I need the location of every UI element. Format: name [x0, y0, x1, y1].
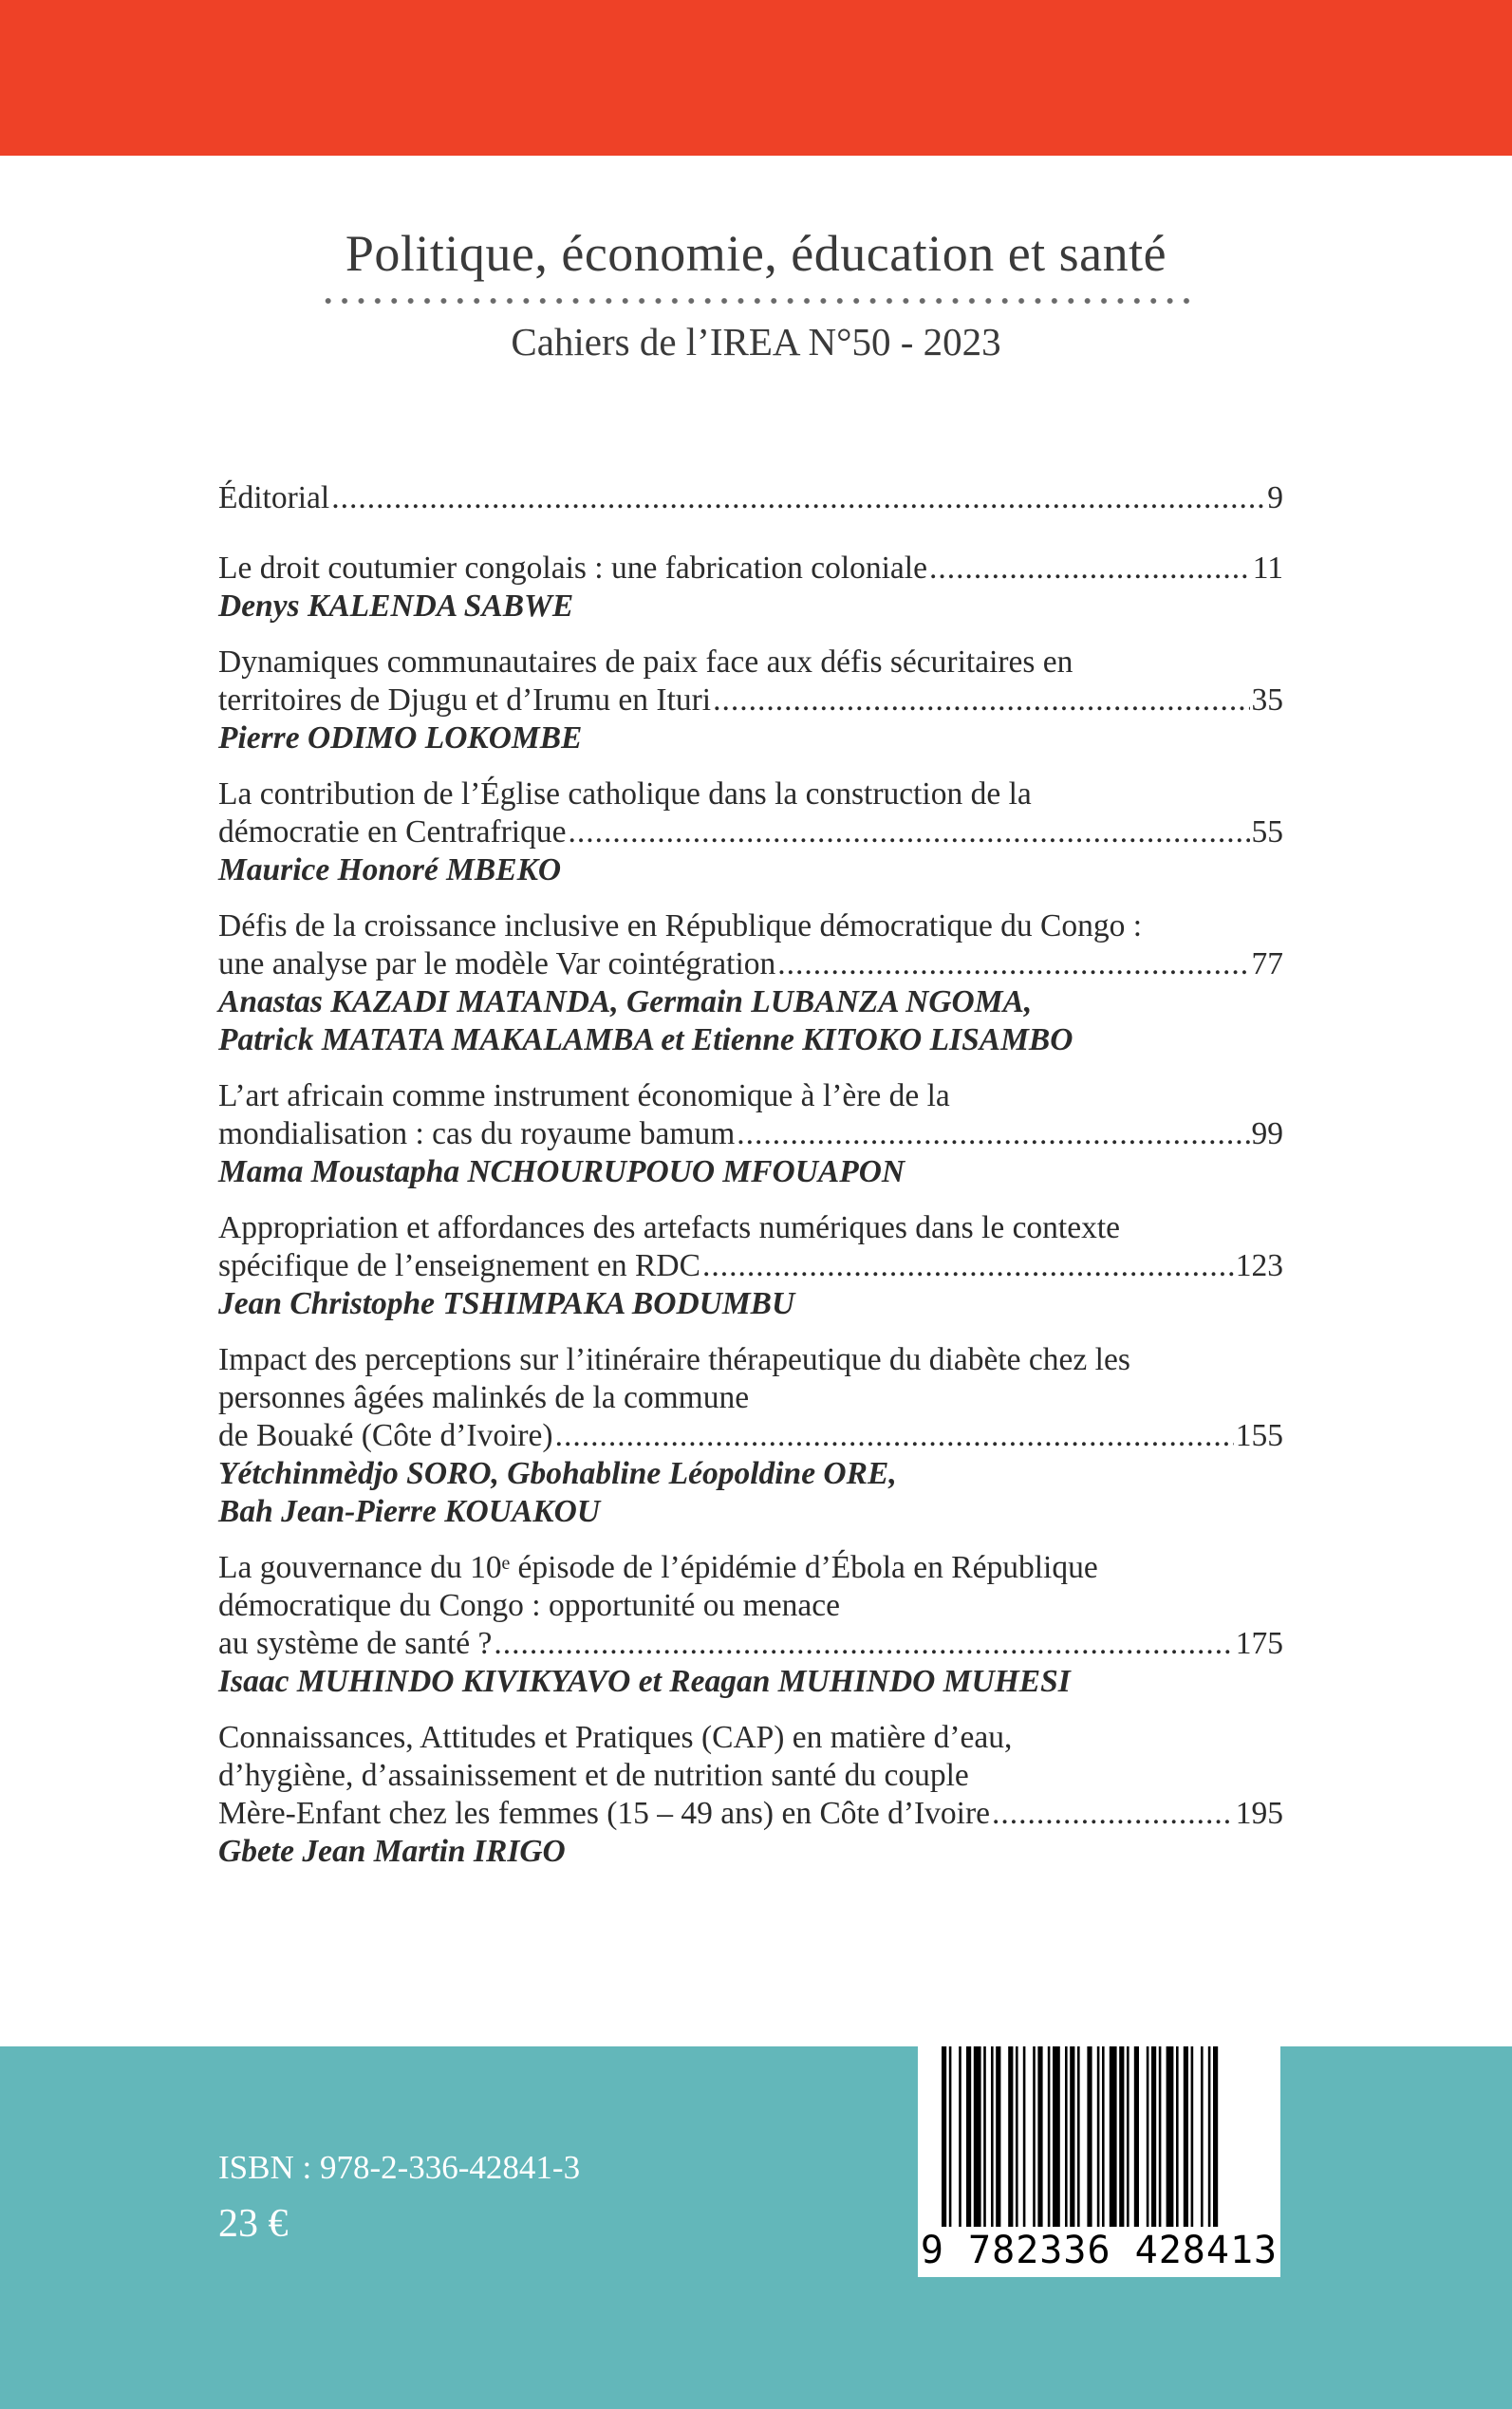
toc-entry [218, 1719, 1283, 1871]
toc-title-line: d’hygiène, d’assainissement et de nutrition santé du couple [218, 1758, 969, 1793]
toc-title-line [218, 813, 1283, 851]
barcode-bar [1097, 2046, 1100, 2227]
barcode-bar [1087, 2046, 1092, 2227]
toc-title-line [218, 682, 1283, 719]
barcode-bar [949, 2046, 952, 2227]
barcode-bar [1033, 2046, 1036, 2227]
price: 23 € [218, 2202, 289, 2246]
table-of-contents [218, 479, 1283, 1889]
toc-title-line [218, 1417, 1283, 1455]
barcode-bar [1053, 2046, 1060, 2227]
barcode-bars [942, 2046, 1257, 2227]
barcode [918, 2046, 1280, 2277]
toc-title-line: Impact des perceptions sur l’itinéraire thérapeutique du diabète chez les [218, 1342, 1130, 1377]
toc-title-text: démocratie en Centrafrique [218, 814, 567, 850]
dot-leader [713, 682, 1249, 719]
barcode-bar [974, 2046, 981, 2227]
toc-entry [218, 550, 1283, 626]
toc-author: Bah Jean-Pierre KOUAKOU [218, 1494, 601, 1529]
toc-entry [218, 1549, 1283, 1701]
barcode-bar [1147, 2046, 1149, 2227]
barcode-bar [1065, 2046, 1068, 2227]
toc-title-line [218, 1795, 1283, 1833]
toc-author: Isaac MUHINDO KIVIKYAVO et Reagan MUHINDO MUHESI [218, 1664, 1071, 1699]
barcode-bar [1023, 2046, 1026, 2227]
toc-page-number: 123 [1235, 1248, 1283, 1283]
toc-author: Gbete Jean Martin IRIGO [218, 1834, 566, 1869]
toc-title-text: spécifique de l’enseignement en RDC [218, 1248, 700, 1283]
book-subtitle: Cahiers de l’IREA N°50 - 2023 [511, 320, 1001, 364]
dot-leader [992, 1795, 1234, 1833]
toc-entry [218, 644, 1283, 757]
toc-entry [218, 1077, 1283, 1191]
toc-title-line: personnes âgées malinkés de la commune [218, 1380, 750, 1415]
barcode-bar [1008, 2046, 1013, 2227]
barcode-bar [1184, 2046, 1188, 2227]
toc-page-number: 175 [1235, 1626, 1283, 1661]
barcode-bar [1070, 2046, 1074, 2227]
book-title: Politique, économie, éducation et santé [345, 225, 1167, 282]
dot-leader [568, 813, 1249, 851]
toc-title-text: au système de santé ? [218, 1626, 493, 1661]
barcode-bar [983, 2046, 986, 2227]
toc-title-line [218, 1625, 1283, 1663]
barcode-bar [1208, 2046, 1211, 2227]
barcode-bar [1176, 2046, 1179, 2227]
top-color-band [0, 0, 1512, 156]
barcode-bar [1201, 2046, 1204, 2227]
dot-leader [331, 479, 1265, 517]
toc-author: Jean Christophe TSHIMPAKA BODUMBU [218, 1286, 795, 1321]
dot-leader [737, 1115, 1249, 1153]
barcode-bar [1134, 2046, 1139, 2227]
dotted-divider [320, 296, 1193, 306]
toc-title-line: Appropriation et affordances des artefacts numériques dans le contexte [218, 1210, 1121, 1245]
toc-entry [218, 907, 1283, 1059]
toc-title-line [218, 479, 1283, 517]
barcode-bar [1048, 2046, 1051, 2227]
toc-title-line [218, 1247, 1283, 1285]
barcode-digits: 9 782336 428413 [920, 2229, 1279, 2272]
barcode-bar [942, 2046, 946, 2227]
toc-title-line [218, 550, 1283, 588]
toc-page-number: 99 [1251, 1116, 1283, 1151]
barcode-bar [1037, 2046, 1042, 2227]
barcode-bar [1102, 2046, 1105, 2227]
toc-page-number: 55 [1251, 814, 1283, 850]
toc-title-text: une analyse par le modèle Var cointégration [218, 946, 776, 981]
barcode-bar [1213, 2046, 1218, 2227]
toc-title-text: de Bouaké (Côte d’Ivoire) [218, 1418, 553, 1453]
toc-page-number: 11 [1252, 551, 1283, 586]
header [0, 224, 1512, 364]
toc-title-text: mondialisation : cas du royaume bamum [218, 1116, 736, 1151]
barcode-bar [1191, 2046, 1194, 2227]
dot-leader [494, 1625, 1233, 1663]
toc-title-line: La contribution de l’Église catholique dans la construction de la [218, 776, 1032, 812]
toc-title-line [218, 945, 1283, 983]
barcode-bar [1077, 2046, 1080, 2227]
toc-title-text: territoires de Djugu et d’Irumu en Ituri [218, 682, 712, 718]
toc-title-line: L’art africain comme instrument économique à l’ère de la [218, 1078, 950, 1113]
toc-title-line: La gouvernance du 10ᵉ épisode de l’épidémie d’Ébola en République [218, 1550, 1098, 1585]
barcode-bar [991, 2046, 994, 2227]
toc-author: Yétchinmèdjo SORO, Gbohabline Léopoldine ORE, [218, 1456, 897, 1491]
barcode-bar [966, 2046, 971, 2227]
toc-author: Maurice Honoré MBEKO [218, 852, 562, 887]
toc-title-line [218, 1115, 1283, 1153]
toc-entry [218, 1209, 1283, 1323]
dot-leader [555, 1417, 1234, 1455]
toc-entry [218, 1341, 1283, 1531]
barcode-bar [1159, 2046, 1162, 2227]
toc-title-text: Le droit coutumier congolais : une fabrication coloniale [218, 551, 927, 586]
toc-title-text: Mère-Enfant chez les femmes (15 – 49 ans) en Côte d’Ivoire [218, 1796, 990, 1831]
toc-author: Denys KALENDA SABWE [218, 588, 574, 624]
toc-title-line: Défis de la croissance inclusive en République démocratique du Congo : [218, 908, 1143, 943]
toc-author: Pierre ODIMO LOKOMBE [218, 720, 583, 756]
toc-title-line: Dynamiques communautaires de paix face aux défis sécuritaires en [218, 644, 1073, 680]
barcode-bar [996, 2046, 1000, 2227]
barcode-bar [959, 2046, 961, 2227]
toc-title-text: Éditorial [218, 480, 330, 515]
toc-title-line: Connaissances, Attitudes et Pratiques (CAP) en matière d’eau, [218, 1720, 1013, 1755]
toc-page-number: 155 [1235, 1418, 1283, 1453]
toc-page-number: 77 [1251, 946, 1283, 981]
barcode-bar [1119, 2046, 1124, 2227]
toc-title-line: démocratique du Congo : opportunité ou menace [218, 1588, 840, 1623]
toc-entry [218, 775, 1283, 889]
barcode-bar [1110, 2046, 1117, 2227]
toc-page-number: 35 [1251, 682, 1283, 718]
barcode-bar [1127, 2046, 1129, 2227]
toc-author: Patrick MATATA MAKALAMBA et Etienne KITOKO LISAMBO [218, 1022, 1073, 1057]
dot-leader [777, 945, 1249, 983]
toc-page-number: 195 [1235, 1796, 1283, 1831]
isbn: ISBN : 978-2-336-42841-3 [218, 2149, 581, 2186]
dot-leader [702, 1247, 1234, 1285]
barcode-bar [1016, 2046, 1018, 2227]
toc-page-number: 9 [1267, 480, 1283, 515]
toc-author: Mama Moustapha NCHOURUPOUO MFOUAPON [218, 1154, 905, 1189]
toc-entry [218, 479, 1283, 517]
toc-author: Anastas KAZADI MATANDA, Germain LUBANZA NGOMA, [218, 984, 1033, 1019]
barcode-bar [1151, 2046, 1156, 2227]
barcode-bar [1167, 2046, 1174, 2227]
dot-leader [929, 550, 1251, 588]
